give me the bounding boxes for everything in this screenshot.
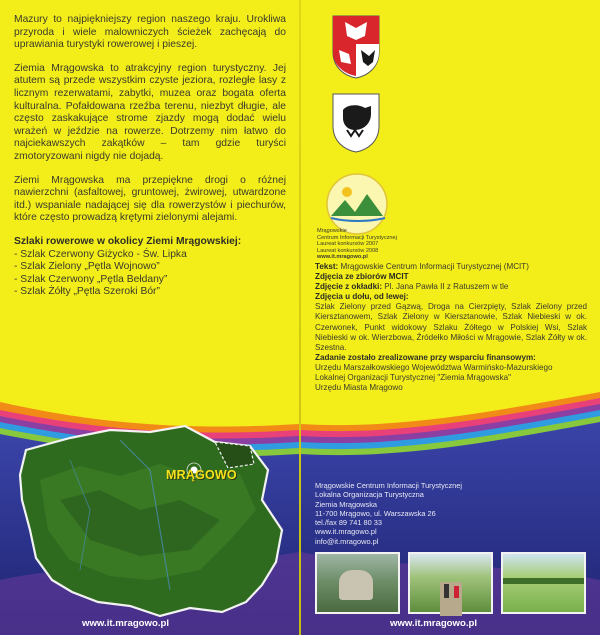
address-line[interactable]: www.it.mragowo.pl [315,527,377,537]
address-line: Lokalna Organizacja Turystyczna [315,490,424,500]
address-line: Ziemia Mrągowska [315,499,378,509]
route-item: - Szlak Czerwony Giżycko - Św. Lipka [14,248,187,260]
route-item: - Szlak Zielony „Pętla Wojnowo” [14,261,160,273]
award-caption: Mrągowskie Centrum Informacji Turystycznej Laureat konkursów 2007 Laureat konkursów 2008 www.it.mragowo.pl [317,228,397,261]
credit-bottom-photos: Zdjęcia u dołu, od lewej: [315,292,409,302]
routes-list [14,249,286,299]
left-panel [0,0,299,635]
right-panel [301,0,600,635]
route-item: - Szlak Żółty „Pętla Szeroki Bór” [14,286,160,298]
photo-landscape [501,552,586,614]
funding-item: Urzędu Miasta Mrągowo [315,383,403,393]
address-line[interactable]: info@it.mragowo.pl [315,536,379,546]
photo-cyclists [408,552,493,614]
left-wave-graphic [0,380,299,635]
route-item: - Szlak Czerwony „Pętla Bełdany” [14,273,168,285]
mragowo-coat-of-arms-icon [331,92,381,154]
right-website-link[interactable]: www.it.mragowo.pl [390,618,478,629]
funding-item: Urzędu Marszałkowskiego Województwa Warmińsko-Mazurskiego [315,362,553,372]
routes-heading: Szlaki rowerowe w okolicy Ziemi Mrągowskiej: [14,235,242,247]
address-line: 11-700 Mrągowo, ul. Warszawska 26 [315,508,436,518]
intro-text-block [14,14,286,299]
intro-paragraph-2: Ziemia Mrągowska to atrakcyjny region turystyczny. Jej atutem są przede wszystkim czyste jeziora, rozległe lasy z licznym rezerwatami, zabytki, muzea oraz bogata oferta kulturalna. Pofałdowana rzeźba terenu, niezbyt długie, ale często zaskakujące strome zjazdy mogą dodać wielu wrażeń w jeździe na rowerze. Dotrzemy nim łatwo do najciekawszych zakątków – tam gdzie turyści zmotoryzowani nigdy nie dojadą. [14,62,286,162]
photo-viewpoint [315,552,400,614]
voivodeship-coat-of-arms-icon [331,14,381,80]
photos-description: Szlak Zielony przed Gązwą, Droga na Cierzpięty, Szlak Zielony przed Kiersztanowem, Szlak Zielony w Kiersztanowie, Szlak Niebieski w ok. Czerwonek, Punkt widokowy Szlaku Żółtego w Polskiej Wsi, Szlak Niebieski w ok. Wierzbowa, Źródełko Miłości w Mrągowie, Szlak Żółty w ok. Szestna. [315,302,587,352]
address-line: Mrągowskie Centrum Informacji Turystycznej [315,481,463,490]
left-website-link[interactable]: www.it.mragowo.pl [82,618,170,629]
credit-photos: Zdjęcia ze zbiorów MCIT [315,272,409,282]
address-block [315,481,462,546]
intro-paragraph-1: Mazury to najpiękniejszy region naszego kraju. Urokliwa przyroda i wiele malowniczych ścieżek zachęcają do uprawiania turystyki rowerowej i pieszej. [14,14,286,51]
address-line: tel./fax 89 741 80 33 [315,518,382,528]
funding-heading: Zadanie zostało zrealizowane przy wsparciu finansowym: [315,352,536,362]
credit-cover: Zdjęcie z okładki: Pl. Jana Pawła II z Ratuszem w tle [315,282,509,292]
funding-item: Lokalnej Organizacji Turystycznej "Ziemia Mrągowska" [315,373,512,383]
map-city-label: MRĄGOWO [166,468,237,482]
credits-block [315,262,587,393]
credit-text: Tekst: Mrągowskie Centrum Informacji Turystycznej (MCIT) [315,262,529,271]
intro-paragraph-3: Ziemi Mrągowska ma przepiękne drogi o różnej nawierzchni (asfaltowej, gruntowej, żwirowej, utwardzone itd.) wspaniale nadającej się dla rowerzystów i piechurów, które często prowadzą krętymi zielonymi alejami. [14,174,286,224]
